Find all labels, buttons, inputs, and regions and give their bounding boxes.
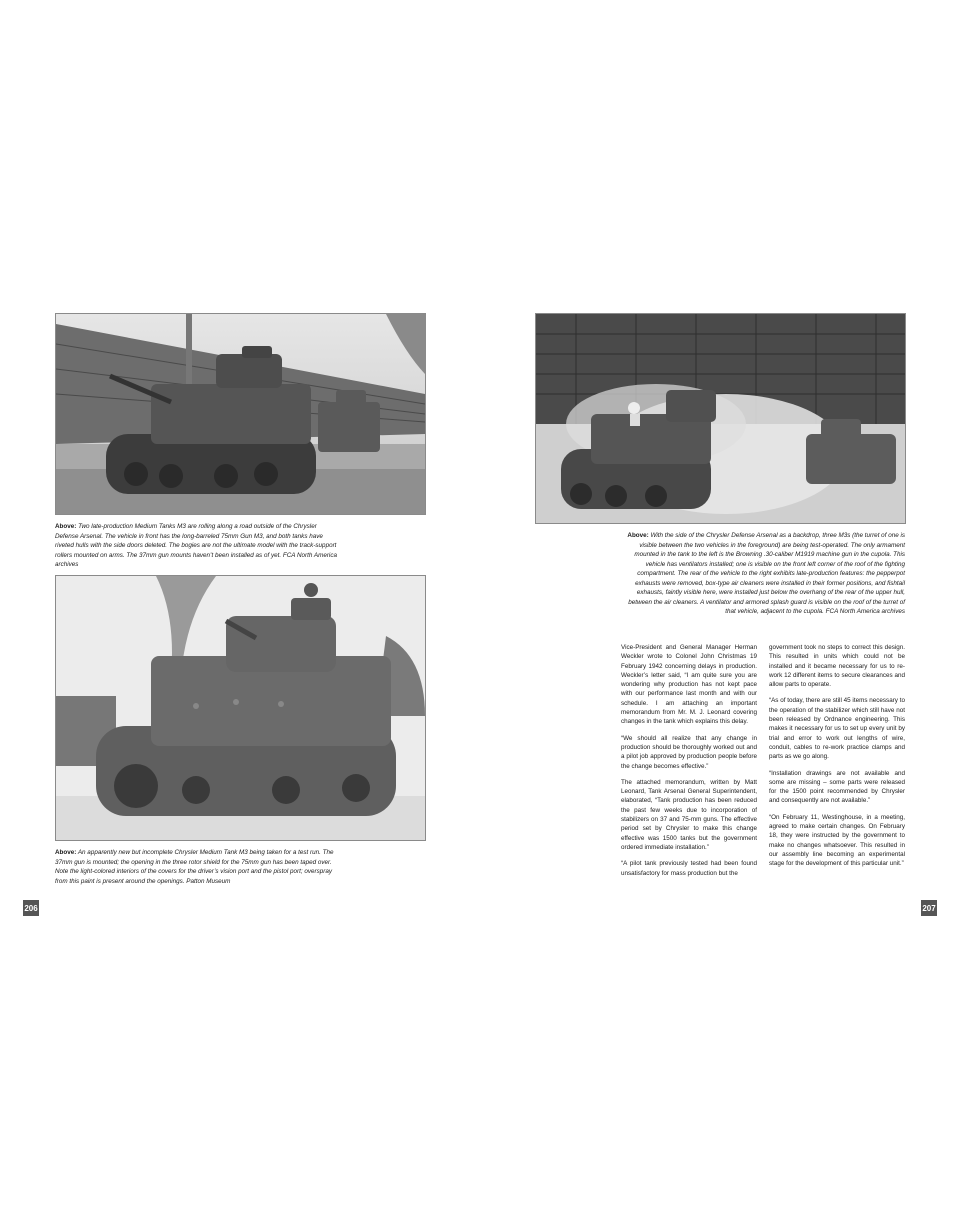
tank-photo-icon (56, 314, 425, 514)
paragraph: “On February 11, Westinghouse, in a meeting, agreed to make certain changes. On February 18, they were instructed by the government to make no changes whatsoever. This resulted in our assembly line becoming an experimental stage for the development of this particular unit.” (769, 813, 905, 868)
page-number-left: 206 (23, 900, 39, 916)
caption-text: Two late-production Medium Tanks M3 are rolling along a road outside of the Chrysler Defense Arsenal. The vehicle in front has the long-barreled 75mm Gun M3, and both tanks have riveted hulls with the side doors deleted. The bogies are not the ultimate model with the track-support rollers mounted on arms. The 37mm gun mounts haven’t been installed as of yet. FCA North America archives (55, 523, 337, 568)
tank-photo-icon (536, 314, 905, 523)
photo-m3-test-run (55, 575, 426, 841)
paragraph: “Installation drawings are not available and some are missing – some parts were released for the 1500 point recommended by Chrysler and consequently are not available.” (769, 769, 905, 805)
tank-photo-icon (56, 576, 425, 840)
page-number-right: 207 (921, 900, 937, 916)
paragraph: “As of today, there are still 45 items necessary to the operation of the stabilizer which still have not been released by Ordnance engineering. This makes it necessary for us to set up every unit by trial and error to work out lengths of wire, conduit, cables to re-work practice clamps and parts as we go along. (769, 697, 905, 761)
caption-lead: Above: (55, 523, 77, 530)
body-column-2 (769, 643, 905, 876)
caption-photo-2 (55, 848, 340, 886)
caption-photo-1 (55, 522, 340, 570)
photo-two-m3-tanks-road (55, 313, 426, 515)
paragraph: government took no steps to correct this design. This resulted in units which could not be installed and it became necessary for us to re-work 12 different items to secure clearances and allow parts to operate. (769, 644, 905, 689)
caption-text: An apparently new but incomplete Chrysler Medium Tank M3 being taken for a test run. The 37mm gun is mounted; the opening in the three rotor shield for the 75mm gun has been taped over. Note the light-colored interiors of the covers for the driver’s vision port and the pistol port; overspray from this paint is present around the openings. Patton Museum (55, 849, 334, 885)
paragraph: “A pilot tank previously tested had been found unsatisfactory for mass production but the (621, 860, 757, 877)
caption-lead: Above: (55, 849, 77, 856)
caption-photo-right (618, 531, 905, 617)
body-column-1 (621, 643, 757, 885)
paragraph: “We should all realize that any change in production should be thoroughly worked out and a pilot job approved by production people before the change becomes effective.” (621, 734, 757, 770)
paragraph: Vice-President and General Manager Herman Weckler wrote to Colonel John Christmas 19 February 1942 concerning delays in production. Weckler’s letter said, “I am quite sure you are wondering why production has not kept pace with our performance last month and with our schedule. I am attaching an important memorandum from Mr. M. J. Leonard covering changes in the tank which explains this delay. (621, 644, 757, 726)
paragraph: The attached memorandum, written by Matt Leonard, Tank Arsenal General Superintendent, elaborated, “Tank production has been reduced the past few weeks due to incorporation of stabilizers on 37 and 75-mm guns. The effective period set by Chrysler to make this change effective was 1500 tanks but the government ordered immediate installation.” (621, 778, 757, 851)
photo-three-m3s-test-operated (535, 313, 906, 524)
caption-lead: Above: (627, 532, 649, 539)
caption-text: With the side of the Chrysler Defense Arsenal as a backdrop, three M3s (the turret of one is visible between the two vehicles in the foreground) are being test-operated. The only armament mounted in the tank to the left is the Browning .30-caliber M1919 machine gun in the cupola. This vehicle has ventilators installed; one is visible on the front left corner of the roof of the fighting compartment. The rear of the vehicle to the right exhibits late-production features: the pepperpot exhausts were removed, box-type air cleaners were installed in their former positions, and fishtail exhausts, faintly visible here, were installed just below the overhang of the rear of the upper hull, between the air cleaners. A ventilator and armored splash guard is visible on the roof of the turret of that vehicle, adjacent to the cupola. FCA North America archives (628, 532, 905, 615)
